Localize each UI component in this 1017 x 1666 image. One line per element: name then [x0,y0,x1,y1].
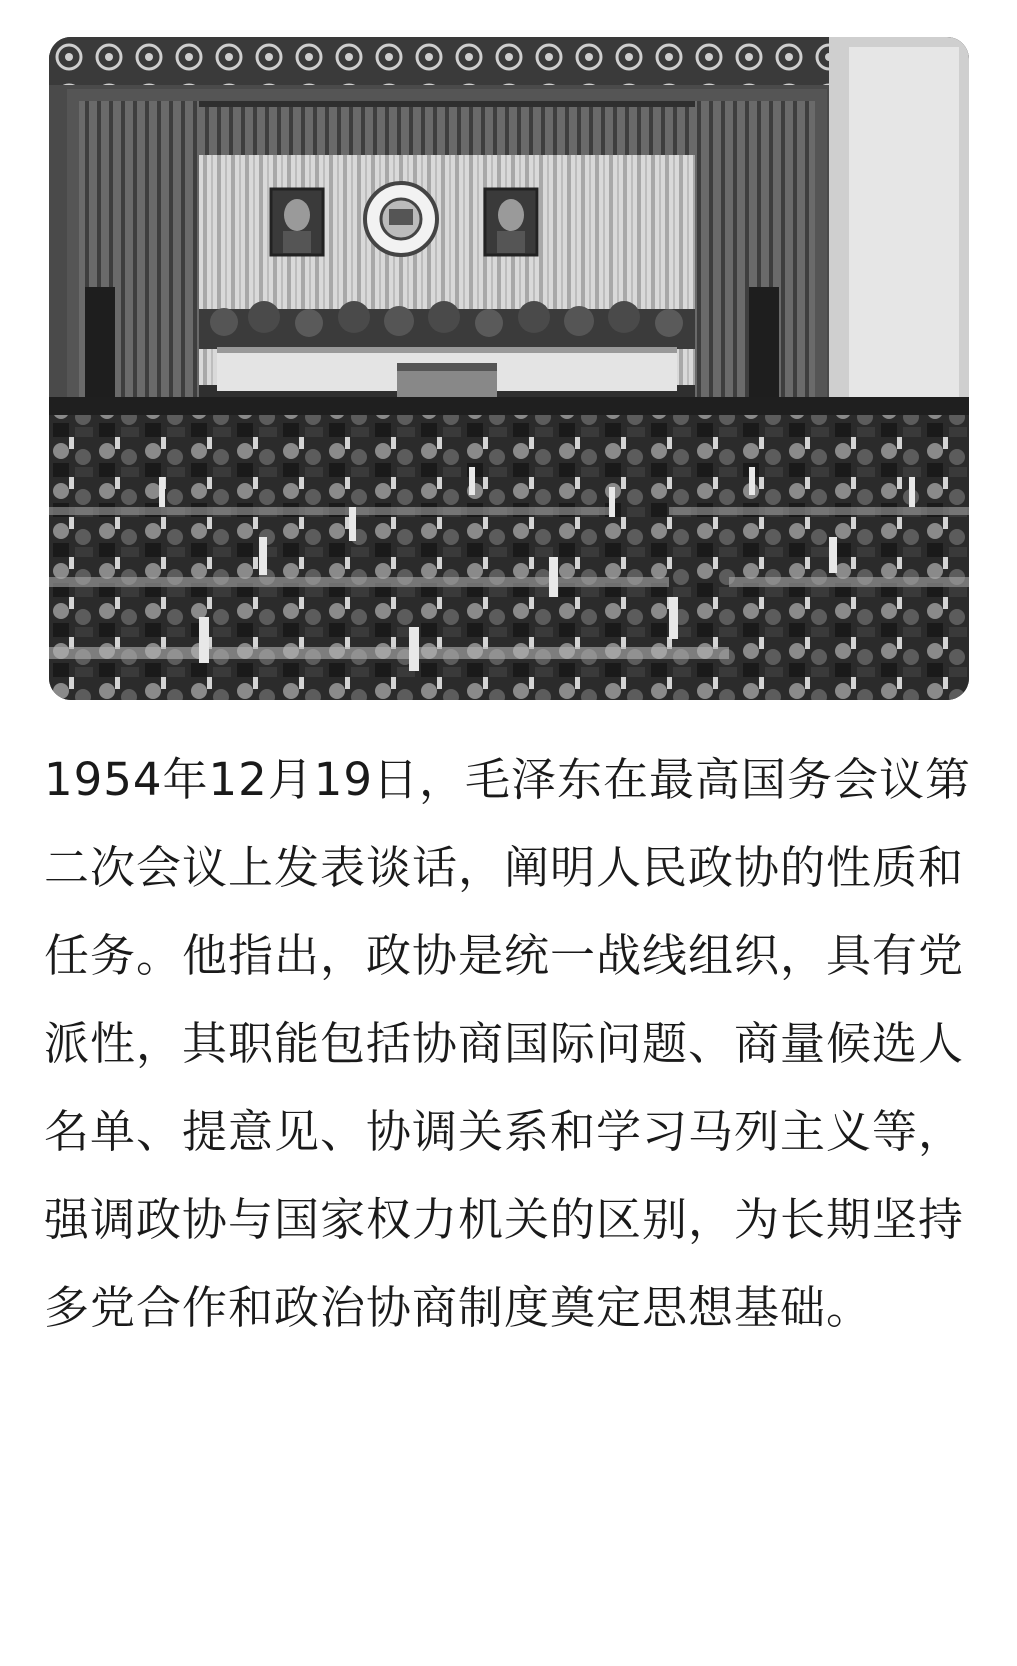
assembly-hall-illustration [49,37,969,700]
historical-photo [49,37,969,700]
article-paragraph: 1954年12月19日，毛泽东在最高国务会议第二次会议上发表谈话，阐明人民政协的性质和任务。他指出，政协是统一战线组织，具有党派性，其职能包括协商国际问题、商量候选人名单、提意见、协调关系和学习马列主义等，强调政协与国家权力机关的区别，为长期坚持多党合作和政治协商制度奠定思想基础。 [44,753,972,1334]
